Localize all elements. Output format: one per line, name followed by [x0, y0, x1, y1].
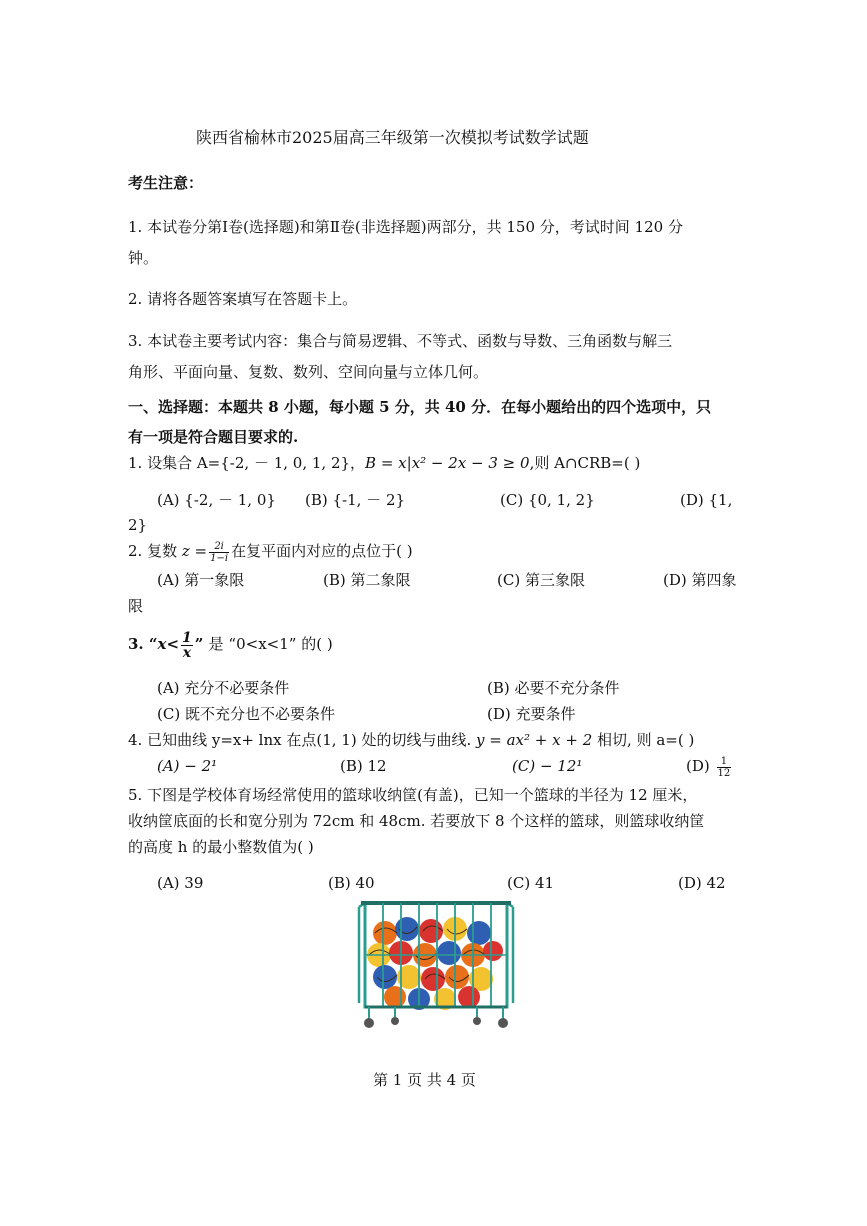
question-3-fraction [181, 631, 193, 660]
q2-option-a: (A) 第一象限 [157, 571, 245, 589]
q4-option-d-numerator: 1 [717, 756, 732, 768]
question-4-math: y = ax² + x + 2 [476, 731, 593, 749]
q4-option-a: (A) − 2¹ [157, 757, 218, 775]
q2-option-b: (B) 第二象限 [323, 571, 411, 589]
q4-option-d-denominator: 12 [717, 767, 731, 779]
question-2-prefix: 2. 复数 [128, 542, 178, 560]
q4-option-c: (C) − 12¹ [512, 757, 583, 775]
q1-option-b: (B) {-1, － 2} [305, 491, 406, 509]
q3-option-b: (B) 必要不充分条件 [487, 679, 620, 697]
notice-item-2: 2. 请将各题答案填写在答题卡上。 [128, 290, 358, 308]
question-3-variable: x< [157, 635, 180, 653]
question-1 [128, 453, 640, 473]
question-3-close-quote: ” [194, 635, 204, 653]
question-1-math: B = x|x² − 2x − 3 ≥ 0 [365, 454, 530, 472]
q1-option-c: (C) {0, 1, 2} [500, 491, 595, 509]
question-3 [128, 628, 333, 660]
notice-item-1-wrap: 钟。 [128, 249, 159, 267]
question-3-prefix: 3. “ [128, 635, 158, 653]
notice-item-1: 1. 本试卷分第Ⅰ卷(选择题)和第Ⅱ卷(非选择题)两部分，共 150 分，考试时间 120 分 [128, 218, 683, 236]
question-1-suffix: ,则 A∩CRB=( ) [529, 454, 641, 472]
notice-item-3-wrap: 角形、平面向量、复数、数列、空间向量与立体几何。 [128, 363, 489, 381]
question-4-prefix: 4. 已知曲线 y=x+ lnx 在点(1, 1) 处的切线与曲线. [128, 731, 472, 749]
page-title: 陕西省榆林市2025届高三年级第一次模拟考试数学试题 [196, 128, 589, 147]
question-4-suffix: 相切, 则 a=( ) [597, 731, 695, 749]
q4-option-d [686, 752, 733, 780]
cart-wheels [364, 1017, 508, 1028]
q1-option-d: (D) {1, [680, 491, 733, 509]
question-5: 5. 下图是学校体育场经常使用的篮球收纳筐(有盖)，已知一个篮球的半径为 12 厘米， [128, 786, 698, 804]
q2-option-d-wrap: 限 [128, 597, 144, 615]
question-2-suffix: 在复平面内对应的点位于( ) [231, 542, 413, 560]
basketball-cart-illustration [355, 893, 515, 1035]
question-1-prefix: 1. 设集合 A={-2, － 1, 0, 1, 2}， [128, 454, 366, 472]
question-3-suffix: 是 “0<x<1” 的( ) [208, 635, 333, 653]
basketball-pile [367, 917, 503, 1010]
question-5-wrap-2: 的高度 h 的最小整数值为( ) [128, 838, 314, 856]
notice-heading: 考生注意： [128, 174, 204, 192]
q3-option-d: (D) 充要条件 [487, 705, 576, 723]
notice-item-3: 3. 本试卷主要考试内容：集合与简易逻辑、不等式、函数与导数、三角函数与解三 [128, 332, 673, 350]
q4-option-b: (B) 12 [340, 757, 387, 775]
q2-option-d: (D) 第四象 [663, 571, 737, 589]
q5-option-a: (A) 39 [157, 874, 204, 892]
section-heading: 一、选择题：本题共 8 小题，每小题 5 分，共 40 分．在每小题给出的四个选项中，只 [128, 398, 712, 416]
question-2-variable: z = [181, 542, 208, 560]
question-2-denominator: 1−i [210, 552, 229, 564]
question-2-numerator: 2i [209, 541, 229, 553]
question-2 [128, 538, 413, 564]
q3-option-c: (C) 既不充分也不必要条件 [157, 705, 335, 723]
page-footer: 第 1 页 共 4 页 [373, 1071, 476, 1089]
q5-option-b: (B) 40 [328, 874, 375, 892]
question-3-denominator: x [182, 644, 192, 661]
question-4 [128, 730, 694, 750]
section-heading-wrap: 有一项是符合题目要求的. [128, 428, 299, 446]
q4-option-d-label: (D) [686, 757, 710, 775]
q5-option-d: (D) 42 [678, 874, 726, 892]
q5-option-c: (C) 41 [507, 874, 555, 892]
q1-option-d-wrap: 2} [128, 516, 148, 534]
question-2-fraction [209, 541, 229, 564]
q4-option-d-fraction [717, 756, 732, 779]
q1-option-a: (A) {-2, － 1, 0} [157, 491, 276, 509]
question-5-wrap-1: 收纳筐底面的长和宽分别为 72cm 和 48cm. 若要放下 8 个这样的篮球，则篮球收纳筐 [128, 812, 705, 830]
question-3-numerator: 1 [182, 629, 192, 646]
q3-option-a: (A) 充分不必要条件 [157, 679, 290, 697]
q2-option-c: (C) 第三象限 [497, 571, 585, 589]
